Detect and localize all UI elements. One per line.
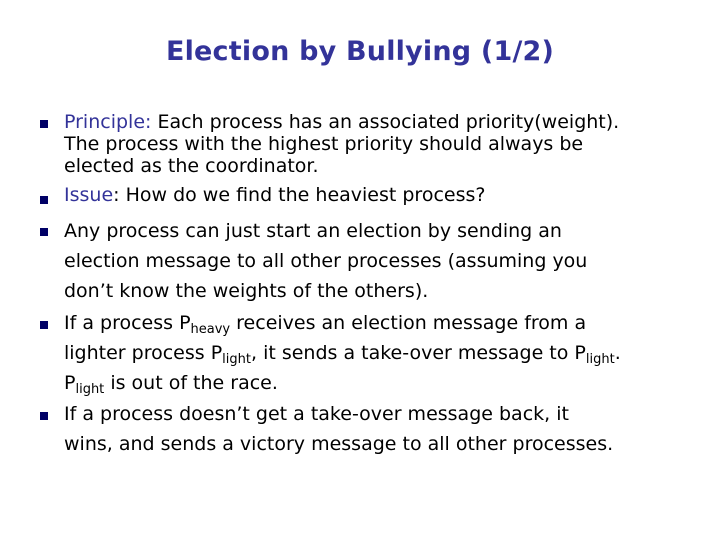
text-run: is out of the race. (104, 372, 278, 394)
text-run: If a process P (64, 312, 191, 334)
text-run: P (64, 372, 76, 394)
text-run: , it sends a take-over message to P (250, 342, 586, 364)
square-bullet-icon (40, 321, 48, 329)
text-run: lighter process P (64, 342, 223, 364)
subscript: light (222, 352, 251, 367)
subscript: heavy (190, 322, 231, 337)
square-bullet-icon (40, 196, 48, 204)
square-bullet-icon (40, 120, 48, 128)
bullet-text: : How do we find the heaviest process? (113, 184, 486, 206)
bullet-text: Each process has an associated priority(weight). (151, 111, 620, 133)
bullet-line: elected as the coordinator. (64, 155, 319, 177)
subscript: light (75, 382, 105, 397)
bullet-line: election message to all other processes (assuming you (64, 250, 588, 272)
bullet-line (64, 312, 587, 337)
square-bullet-icon (40, 228, 48, 236)
subscript: light (585, 352, 615, 367)
bullet-line: wins, and sends a victory message to all other processes. (64, 433, 614, 455)
bullet-line (64, 342, 621, 367)
bullet-line (64, 372, 278, 397)
bullet-line (64, 184, 485, 206)
bullet-lead: Issue (64, 184, 114, 206)
bullet-line: The process with the highest priority should always be (64, 133, 584, 155)
slide-title: Election by Bullying (1/2) (165, 36, 555, 67)
bullet-lead: Principle: (64, 111, 152, 133)
text-run: receives an election message from a (230, 312, 587, 334)
bullet-line: If a process doesn’t get a take-over message back, it (64, 403, 569, 425)
bullet-line: don’t know the weights of the others). (64, 280, 429, 302)
bullet-line: Any process can just start an election by sending an (64, 220, 562, 242)
text-run: . (614, 342, 621, 364)
bullet-line (64, 111, 619, 133)
square-bullet-icon (40, 412, 48, 420)
